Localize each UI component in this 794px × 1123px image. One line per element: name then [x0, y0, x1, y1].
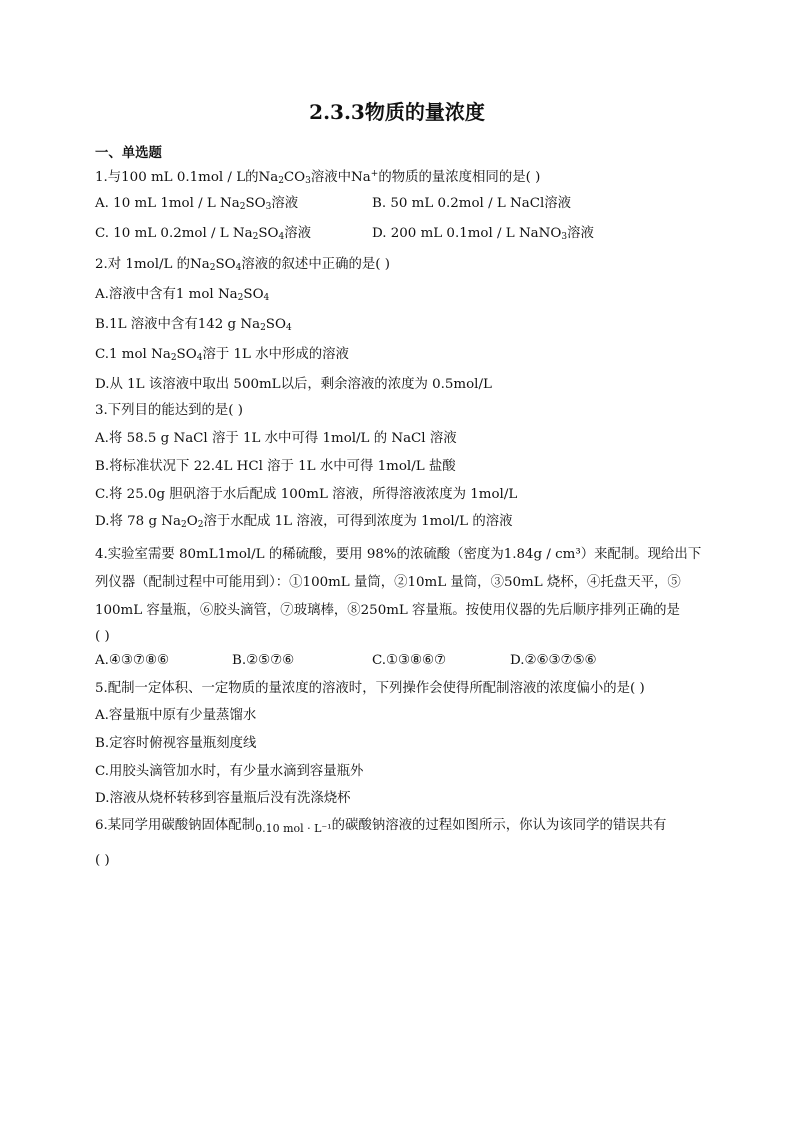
question-2-stem: 2.对 1mol/L 的$Na_2SO_4$溶液的叙述中正确的是( ) [95, 257, 390, 273]
subscript: 3 [305, 176, 311, 186]
question-3-option-c: C.将 25.0g 胆矾溶于水后配成 100mL 溶液，所得溶液浓度为 1mol/L [95, 487, 518, 502]
subscript: 4 [285, 323, 292, 333]
question-5-option-d: D.溶液从烧杯转移到容量瓶后没有洗涤烧杯 [95, 791, 351, 806]
question-5-stem: 5.配制一定体积、一定物质的量浓度的溶液时，下列操作会使得所配制溶液的浓度偏小的是( ) [95, 681, 645, 696]
question-5-option-b: B.定容时俯视容量瓶刻度线 [95, 736, 257, 751]
subscript: 3 [561, 232, 568, 242]
question-1-option-c: C. 10 mL 0.2mol / L $Na_2SO_4$溶液 [95, 226, 312, 242]
subscript: 4 [278, 232, 285, 242]
question-3-option-d: D.将 78 g $Na_2O_2$溶于水配成 1L 溶液，可得到浓度为 1mol/L 的溶液 [95, 514, 513, 530]
subscript: 2 [209, 263, 216, 273]
question-4-option-a: A.④③⑦⑧⑥ [95, 653, 169, 668]
question-4-option-d: D.②⑥③⑦⑤⑥ [510, 653, 597, 668]
question-1-option-d: D. 200 mL 0.1mol / L NaNO$_3$溶液 [372, 226, 594, 242]
question-3-stem: 3.下列目的能达到的是( ) [95, 403, 243, 418]
subscript: 2 [181, 520, 187, 530]
subscript: 2 [260, 323, 266, 333]
question-4-option-b: B.②⑤⑦⑥ [232, 653, 295, 668]
question-1-stem: 1.与100 mL 0.1mol / L的$Na_2CO_3$溶液中Na+的物质的量浓度相同的是( ) [95, 169, 541, 186]
subscript: 4 [263, 293, 270, 303]
question-5-option-a: A.容量瓶中原有少量蒸馏水 [95, 708, 257, 723]
question-2-option-d: D.从 1L 该溶液中取出 500mL以后，剩余溶液的浓度为 0.5mol/L [95, 377, 492, 392]
subscript: 4 [196, 353, 203, 363]
question-3-option-a: A.将 58.5 g NaCl 溶于 1L 水中可得 1mol/L 的 NaCl 溶液 [95, 431, 457, 446]
subscript: 4 [235, 263, 242, 273]
question-1-option-b: B. 50 mL 0.2mol / L NaCl溶液 [372, 196, 572, 211]
question-4-option-c: C.①③⑧⑥⑦ [372, 653, 447, 668]
question-5-option-c: C.用胶头滴管加水时，有少量水滴到容量瓶外 [95, 764, 364, 779]
subscript: 2 [278, 176, 284, 186]
subscript: 2 [252, 232, 259, 242]
subscript: 2 [239, 202, 246, 212]
subscript: 3 [265, 202, 272, 212]
question-4-stem-line-4: ( ) [95, 629, 110, 644]
subscript: 2 [197, 520, 204, 530]
section-heading: 一、单选题 [95, 145, 162, 161]
subscript: 2 [170, 353, 177, 363]
question-4-stem-line-3: 100mL 容量瓶，⑥胶头滴管，⑦玻璃棒，⑧250mL 容量瓶。按使用仪器的先后顺序排列正确的是 [95, 603, 680, 618]
concentration-formula: 0.10 mol · L⁻¹ [255, 822, 332, 835]
question-4-stem-line-2: 列仪器（配制过程中可能用到）：①100mL 量筒，②10mL 量筒，③50mL 烧杯，④托盘天平，⑤ [95, 575, 681, 590]
page-title: 2.3.3物质的量浓度 [309, 100, 485, 124]
superscript: + [370, 169, 379, 179]
question-2-option-c: C.1 mol $Na_2SO_4$溶于 1L 水中形成的溶液 [95, 347, 349, 363]
question-3-option-b: B.将标准状况下 22.4L HCl 溶于 1L 水中可得 1mol/L 盐酸 [95, 459, 456, 474]
question-6-stem: 6.某同学用碳酸钠固体配制$_{0.10 mol \cdot L^{-1}}$的碳酸钠溶液的过程如图所示，你认为该同学的错误共有 [95, 818, 667, 835]
question-6-stem-line-2: ( ) [95, 853, 110, 868]
question-2-option-b: B.1L 溶液中含有142 g $Na_2SO_4$ [95, 317, 292, 333]
subscript: 2 [237, 293, 244, 303]
question-1-option-a: A. 10 mL 1mol / L $Na_2SO_3$溶液 [95, 196, 299, 212]
question-4-stem-line-1: 4.实验室需要 80mL1mol/L 的稀硫酸，要用 98%的浓硫酸（密度为1.84g / cm³）来配制。现给出下 [95, 547, 702, 562]
question-2-option-a: A.溶液中含有1 mol $Na_2SO_4$ [95, 287, 270, 303]
